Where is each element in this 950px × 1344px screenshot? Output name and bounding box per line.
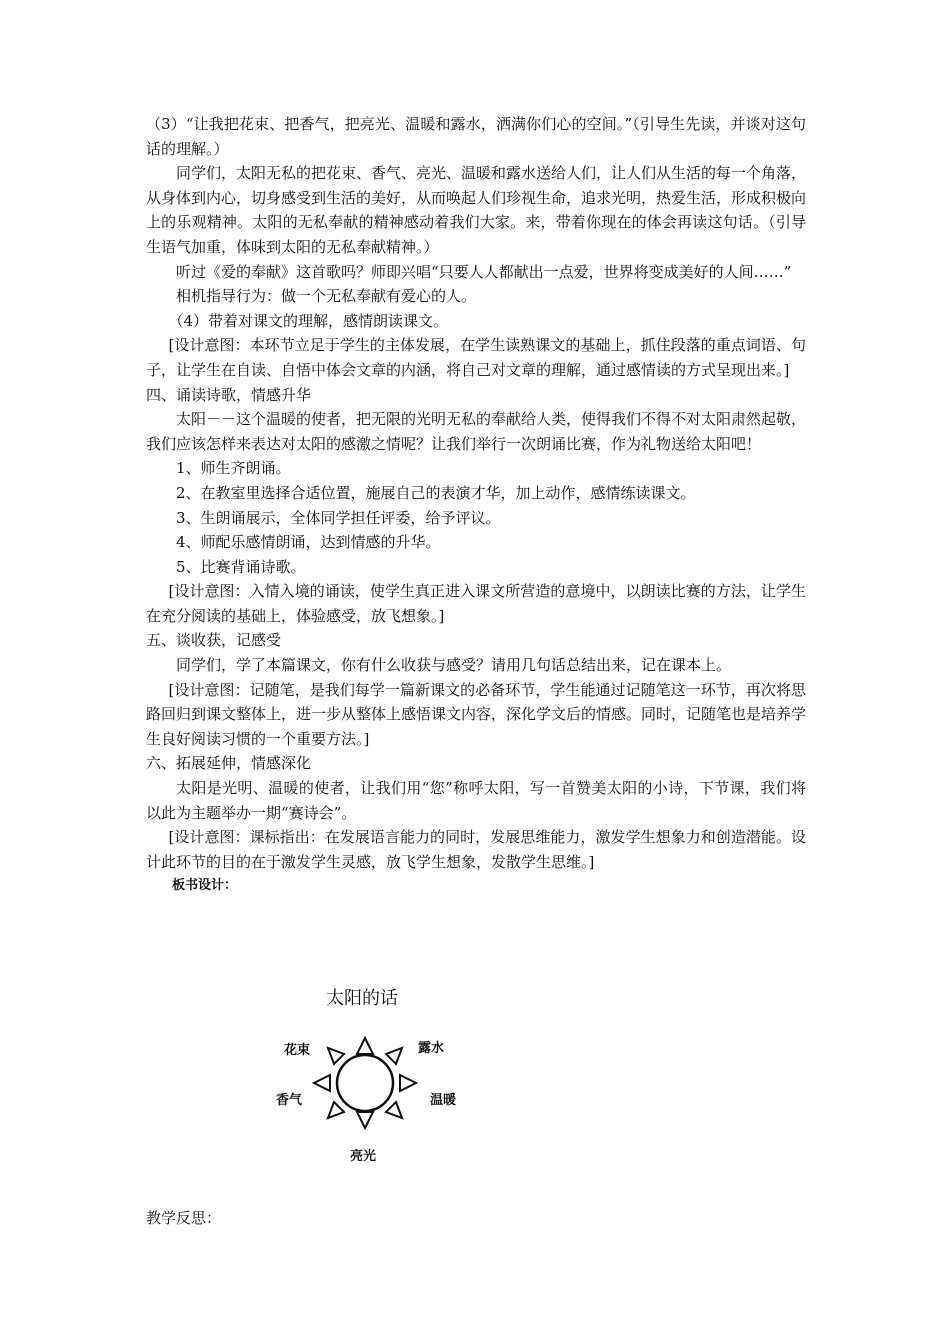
label-warmth: 温暖 — [430, 1093, 457, 1108]
sun-circle — [337, 1055, 393, 1111]
sun-diagram — [270, 980, 470, 1170]
ray-top-right — [386, 1048, 402, 1064]
label-light: 亮光 — [350, 1149, 377, 1164]
document-body — [146, 112, 806, 898]
blackboard-diagram — [270, 980, 470, 1170]
board-title: 太阳的话 — [326, 988, 398, 1009]
ray-top-left — [328, 1048, 344, 1064]
paragraph: 4、师配乐感情朗诵，达到情感的升华。 — [176, 533, 441, 552]
ray-bottom — [357, 1112, 373, 1128]
ray-bottom-right — [386, 1102, 402, 1118]
section-heading: 六、拓展延伸，情感深化 — [146, 754, 312, 773]
paragraph: （3）“让我把花束、把香气，把亮光、温暖和露水，洒满你们心的空间。”（引导生先读，并谈对这句话的理解。） — [146, 115, 806, 158]
paragraph: [设计意图：本环节立足于学生的主体发展，在学生读熟课文的基础上，抓住段落的重点词语、句子，让学生在自读、自悟中体会文章的内涵，将自己对文章的理解，通过感情读的方式呈现出来。] — [146, 336, 806, 379]
paragraph: 同学们，太阳无私的把花束、香气、亮光、温暖和露水送给人们，让人们从生活的每一个角落，从身体到内心，切身感受到生活的美好，从而唤起人们珍视生命，追求光明，热爱生活，形成积极向上的乐观精神。太阳的无私奉献的精神感动着我们大家。来，带着你现在的体会再读这句话。（引导生语气加重，体味到太阳的无私奉献精神。） — [146, 164, 807, 256]
paragraph: [设计意图：入情入境的诵读，使学生真正进入课文所营造的意境中，以朗读比赛的方法，让学生在充分阅读的基础上，体验感受，放飞想象。] — [146, 582, 806, 625]
board-design-label: 板书设计： — [172, 878, 238, 894]
paragraph: 1、师生齐朗诵。 — [176, 459, 291, 478]
lesson-text — [146, 112, 806, 874]
ray-left — [314, 1075, 330, 1091]
paragraph: 听过《爱的奉献》这首歌吗？师即兴唱“只要人人都献出一点爱，世界将变成美好的人间……” — [176, 262, 792, 281]
paragraph: 太阳是光明、温暖的使者，让我们用“您”称呼太阳，写一首赞美太阳的小诗，下节课，我们将以此为主题举办一期“赛诗会”。 — [146, 779, 806, 822]
paragraph: 同学们，学了本篇课文，你有什么收获与感受？请用几句话总结出来，记在课本上。 — [176, 656, 732, 675]
paragraph: [设计意图：记随笔，是我们每学一篇新课文的必备环节，学生能通过记随笔这一环节，再次将思路回归到课文整体上，进一步从整体上感悟课文内容，深化学文后的情感。同时，记随笔也是培养学生良好阅读习惯的一个重要方法。] — [146, 680, 807, 748]
ray-bottom-left — [328, 1102, 344, 1118]
label-flowers: 花束 — [284, 1043, 311, 1058]
section-heading: 四、诵读诗歌，情感升华 — [146, 385, 312, 404]
label-dew: 露水 — [418, 1041, 445, 1056]
paragraph: 5、比赛背诵诗歌。 — [176, 557, 306, 576]
paragraph: 2、在教室里选择合适位置，施展自己的表演才华，加上动作，感情练读课文。 — [176, 483, 696, 502]
paragraph: [设计意图：课标指出：在发展语言能力的同时，发展思维能力，激发学生想象力和创造潜能。设计此环节的目的在于激发学生灵感，放飞学生想象，发散学生思维。] — [146, 828, 806, 871]
teaching-reflection-label: 教学反思： — [146, 1209, 222, 1227]
ray-top — [357, 1038, 373, 1054]
paragraph: 3、生朗诵展示，全体同学担任评委，给予评议。 — [176, 508, 501, 527]
label-fragrance: 香气 — [276, 1093, 303, 1108]
paragraph: （4）带着对课文的理解，感情朗读课文。 — [168, 311, 449, 330]
paragraph: 相机指导行为：做一个无私奉献有爱心的人。 — [176, 287, 477, 306]
ray-right — [400, 1075, 416, 1091]
paragraph: 太阳－－这个温暖的使者，把无限的光明无私的奉献给人类，使得我们不得不对太阳肃然起敬，我们应该怎样来表达对太阳的感激之情呢？让我们举行一次朗诵比赛，作为礼物送给太阳吧！ — [146, 410, 807, 453]
section-heading: 五、谈收获，记感受 — [146, 631, 282, 650]
